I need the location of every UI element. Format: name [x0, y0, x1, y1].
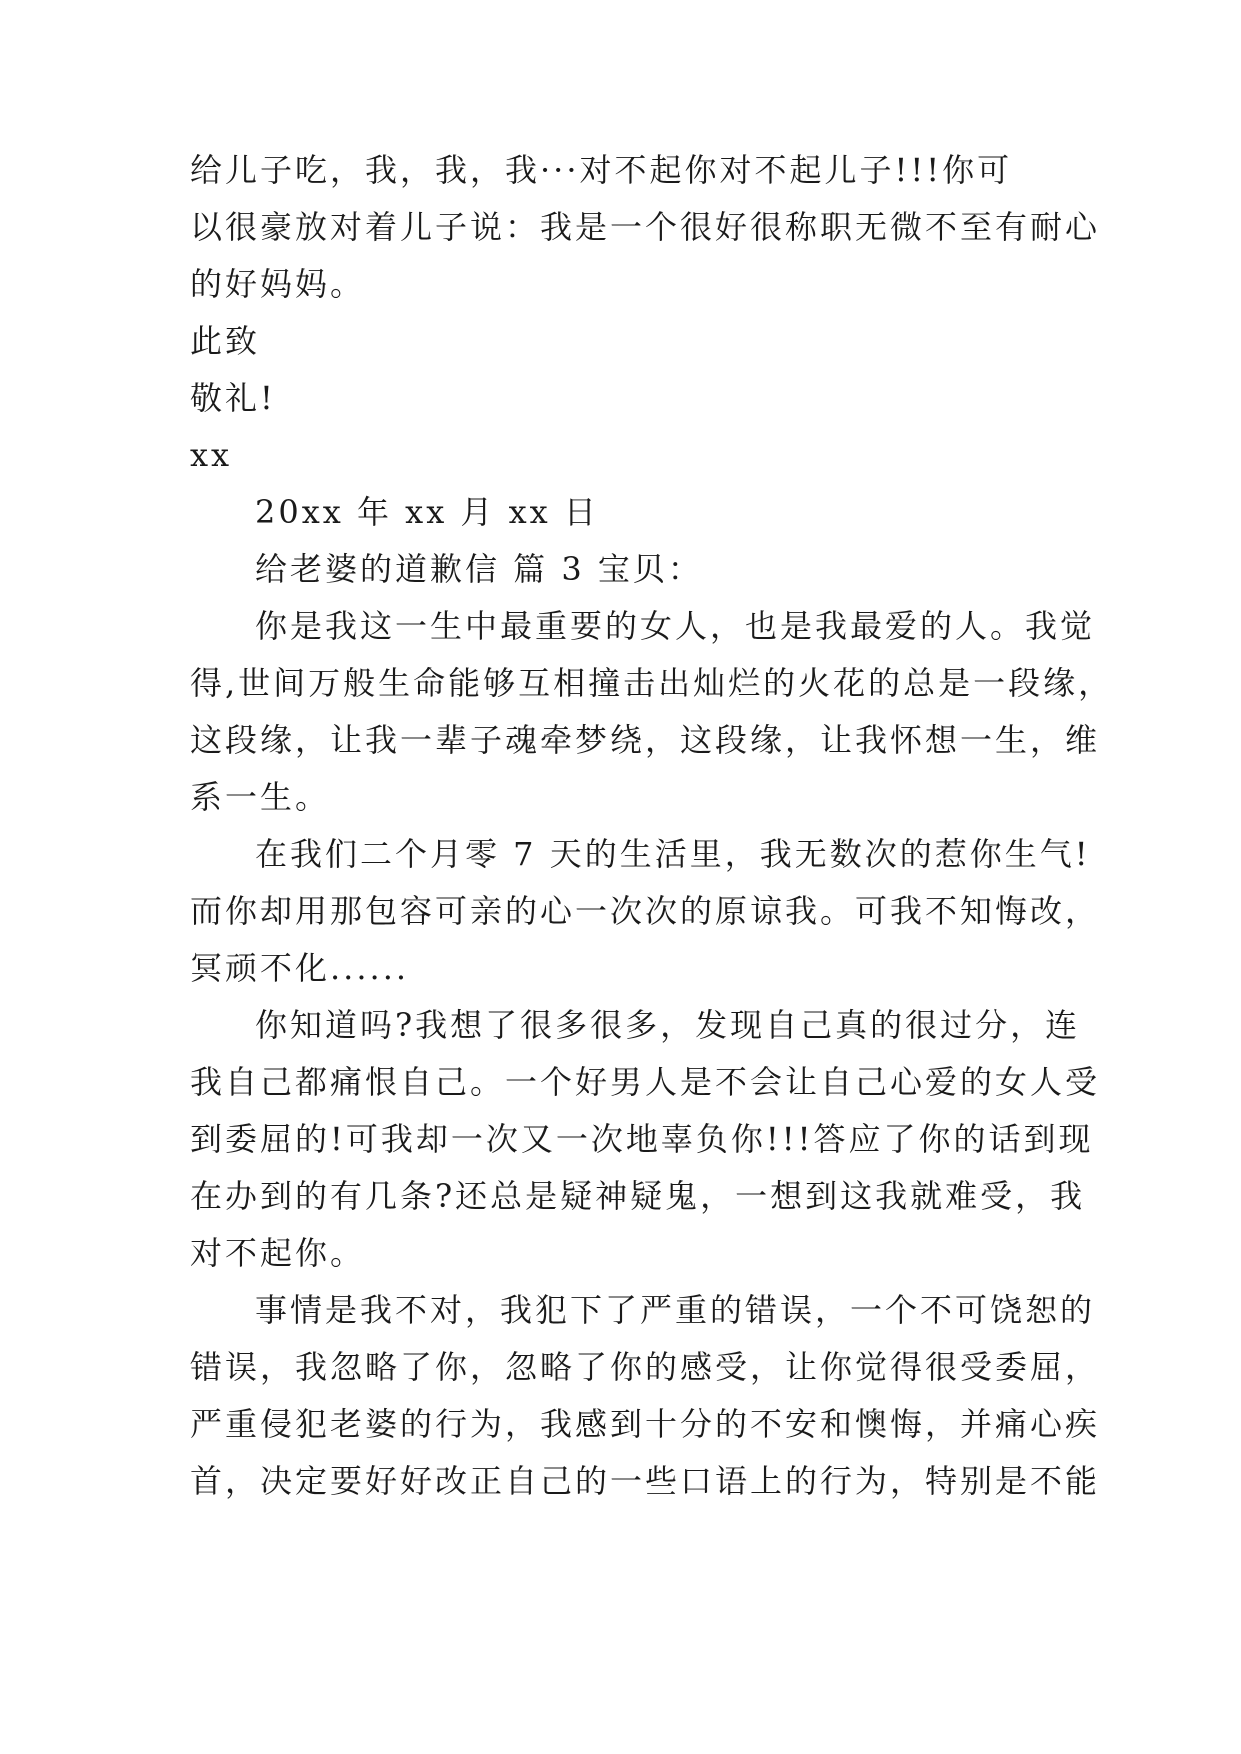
text-line: 的好妈妈。 — [190, 265, 366, 303]
text-line: 冥顽不化...... — [190, 949, 410, 987]
text-line: 事情是我不对，我犯下了严重的错误，一个不可饶恕的 — [255, 1291, 1096, 1329]
signature-date: 20xx 年 xx 月 xx 日 — [255, 493, 599, 531]
closing-line: 此致 — [190, 322, 261, 360]
text-line: 我自己都痛恨自己。一个好男人是不会让自己心爱的女人受 — [190, 1063, 1101, 1101]
text-line: 对不起你。 — [190, 1234, 366, 1272]
text-line: 而你却用那包容可亲的心一次次的原谅我。可我不知悔改， — [190, 892, 1101, 930]
text-line: 在我们二个月零 7 天的生活里，我无数次的惹你生气! — [255, 835, 1091, 873]
text-line: 错误，我忽略了你，忽略了你的感受，让你觉得很受委屈， — [190, 1348, 1101, 1386]
section-heading: 给老婆的道歉信 篇 3 宝贝： — [255, 550, 703, 588]
text-line: 首，决定要好好改正自己的一些口语上的行为，特别是不能 — [190, 1462, 1101, 1500]
text-line: 得,世间万般生命能够互相撞击出灿烂的火花的总是一段缘， — [190, 664, 1114, 702]
text-line: 系一生。 — [190, 778, 331, 816]
signature-name: xx — [190, 436, 233, 474]
text-line: 以很豪放对着儿子说：我是一个很好很称职无微不至有耐心 — [190, 208, 1101, 246]
text-line: 到委屈的!可我却一次又一次地辜负你!!!答应了你的话到现 — [190, 1120, 1094, 1158]
text-line: 这段缘，让我一辈子魂牵梦绕，这段缘，让我怀想一生，维 — [190, 721, 1101, 759]
text-line: 给儿子吃，我，我，我···对不起你对不起儿子!!!你可 — [190, 151, 1013, 189]
text-line: 严重侵犯老婆的行为，我感到十分的不安和懊悔，并痛心疾 — [190, 1405, 1101, 1443]
text-line: 你是我这一生中最重要的女人，也是我最爱的人。我觉 — [255, 607, 1096, 645]
text-line: 你知道吗?我想了很多很多，发现自己真的很过分，连 — [255, 1006, 1081, 1044]
text-line: 在办到的有几条?还总是疑神疑鬼，一想到这我就难受，我 — [190, 1177, 1086, 1215]
closing-salute: 敬礼! — [190, 379, 276, 417]
